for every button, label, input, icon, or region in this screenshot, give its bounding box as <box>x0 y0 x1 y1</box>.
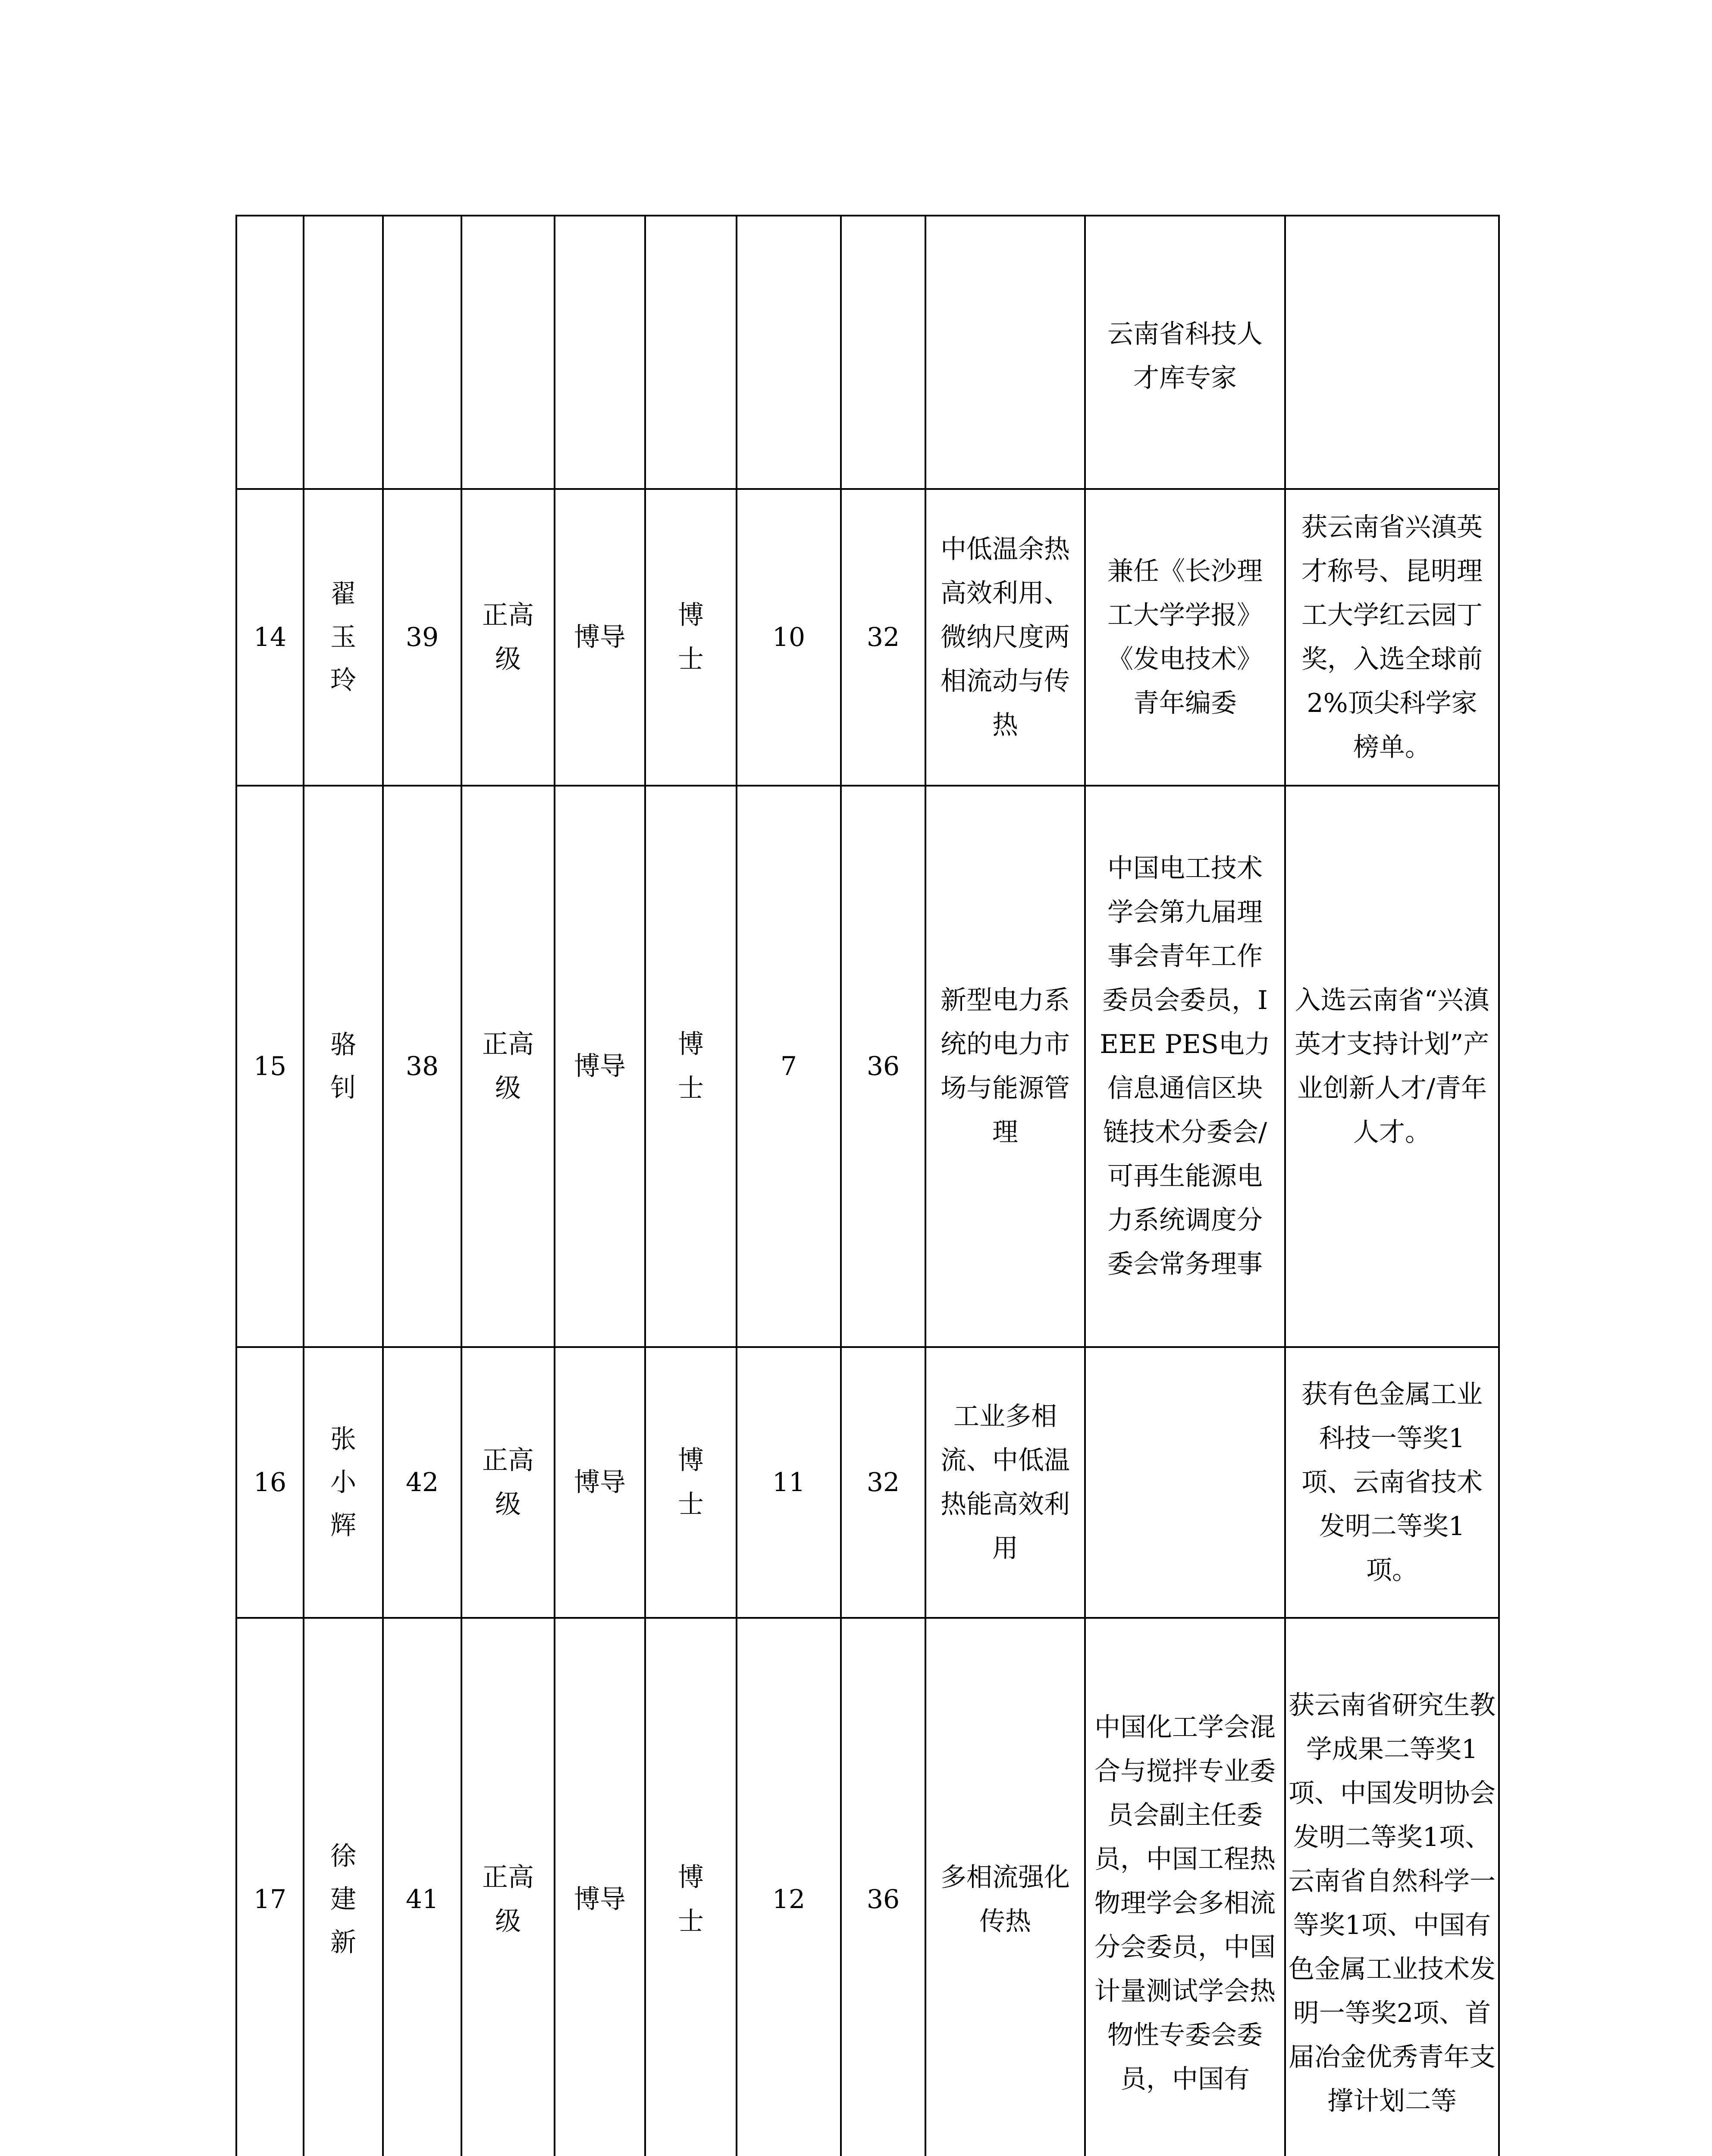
cell-honors <box>1285 786 1499 1347</box>
cell-degree <box>645 216 737 489</box>
table-row <box>236 786 1499 1347</box>
cell-degree <box>645 1347 737 1618</box>
cell-research <box>925 786 1085 1347</box>
cell-supervisor <box>555 216 645 489</box>
cell-name-text: 翟玉玲 <box>330 579 356 696</box>
cell-research-text: 中低温余热高效利用、微纳尺度两相流动与传热 <box>941 534 1070 740</box>
cell-years <box>737 216 841 489</box>
cell-title <box>461 1618 555 2156</box>
cell-degree-text: 博士 <box>678 600 704 674</box>
table-row <box>236 216 1499 489</box>
cell-supervisor: 博导 <box>555 489 645 786</box>
cell-name <box>304 1347 383 1618</box>
cell-age: 41 <box>383 1618 461 2156</box>
cell-service-text: 中国电工技术学会第九届理事会青年工作委员会委员，IEEE PES电力信息通信区块链技术分委会/可再生能源电力系统调度分委会常务理事 <box>1100 853 1270 1279</box>
cell-supervisor: 博导 <box>555 1347 645 1618</box>
cell-degree <box>645 489 737 786</box>
cell-honors <box>1285 489 1499 786</box>
cell-service <box>1085 216 1285 489</box>
cell-research <box>925 1618 1085 2156</box>
faculty-table <box>235 215 1500 2156</box>
cell-honors-text: 获云南省兴滇英才称号、昆明理工大学红云园丁奖，入选全球前2%顶尖科学家榜单。 <box>1301 512 1483 762</box>
cell-title-text: 正高级 <box>482 1445 534 1520</box>
cell-honors <box>1285 1618 1499 2156</box>
cell-research <box>925 1347 1085 1618</box>
cell-title <box>461 786 555 1347</box>
cell-research <box>925 216 1085 489</box>
cell-honors-text: 入选云南省“兴滇英才支持计划”产业创新人才/青年人才。 <box>1295 985 1489 1147</box>
cell-service <box>1085 489 1285 786</box>
cell-honors-text: 获云南省研究生教学成果二等奖1项、中国发明协会发明二等奖1项、云南省自然科学一等奖1项、中国有色金属工业技术发明一等奖2项、首届冶金优秀青年支撑计划二等 <box>1289 1690 1496 2116</box>
cell-years: 11 <box>737 1347 841 1618</box>
cell-age <box>383 216 461 489</box>
table-row <box>236 1347 1499 1618</box>
cell-years: 12 <box>737 1618 841 2156</box>
cell-service <box>1085 786 1285 1347</box>
cell-papers: 36 <box>841 786 925 1347</box>
cell-honors-text: 获有色金属工业科技一等奖1项、云南省技术发明二等奖1项。 <box>1301 1379 1483 1586</box>
cell-degree-text: 博士 <box>678 1029 704 1103</box>
cell-no: 15 <box>236 786 304 1347</box>
cell-name-text: 张小辉 <box>330 1424 356 1541</box>
cell-papers <box>841 216 925 489</box>
cell-papers: 32 <box>841 1347 925 1618</box>
cell-research-text: 多相流强化传热 <box>941 1862 1070 1937</box>
cell-degree-text: 博士 <box>678 1445 704 1520</box>
cell-title-text: 正高级 <box>482 1862 534 1937</box>
cell-years: 7 <box>737 786 841 1347</box>
cell-honors <box>1285 216 1499 489</box>
cell-no: 14 <box>236 489 304 786</box>
cell-research <box>925 489 1085 786</box>
cell-age: 39 <box>383 489 461 786</box>
cell-degree <box>645 1618 737 2156</box>
cell-papers: 32 <box>841 489 925 786</box>
cell-title <box>461 216 555 489</box>
cell-title <box>461 489 555 786</box>
cell-research-text: 工业多相流、中低温热能高效利用 <box>941 1401 1070 1564</box>
cell-service-text: 兼任《长沙理工大学学报》《发电技术》青年编委 <box>1107 556 1263 718</box>
cell-years: 10 <box>737 489 841 786</box>
cell-papers: 36 <box>841 1618 925 2156</box>
cell-age: 42 <box>383 1347 461 1618</box>
cell-research-text: 新型电力系统的电力市场与能源管理 <box>941 985 1070 1147</box>
cell-name <box>304 489 383 786</box>
cell-service-text: 中国化工学会混合与搅拌专业委员会副主任委员，中国工程热物理学会多相流分会委员，中国计量测试学会热物性专委会委员，中国有 <box>1094 1712 1276 2094</box>
cell-title-text: 正高级 <box>482 600 534 674</box>
cell-name-text: 徐建新 <box>330 1841 356 1958</box>
cell-no: 16 <box>236 1347 304 1618</box>
table-row <box>236 489 1499 786</box>
cell-service-text: 云南省科技人才库专家 <box>1107 319 1263 393</box>
cell-no <box>236 216 304 489</box>
cell-title <box>461 1347 555 1618</box>
cell-title-text: 正高级 <box>482 1029 534 1103</box>
cell-honors <box>1285 1347 1499 1618</box>
cell-name-text: 骆钊 <box>330 1030 356 1103</box>
cell-name <box>304 786 383 1347</box>
cell-degree <box>645 786 737 1347</box>
cell-degree-text: 博士 <box>678 1862 704 1937</box>
cell-age: 38 <box>383 786 461 1347</box>
cell-no: 17 <box>236 1618 304 2156</box>
cell-service <box>1085 1618 1285 2156</box>
cell-supervisor: 博导 <box>555 786 645 1347</box>
cell-name <box>304 216 383 489</box>
cell-name <box>304 1618 383 2156</box>
cell-supervisor: 博导 <box>555 1618 645 2156</box>
cell-service <box>1085 1347 1285 1618</box>
table-row <box>236 1618 1499 2156</box>
